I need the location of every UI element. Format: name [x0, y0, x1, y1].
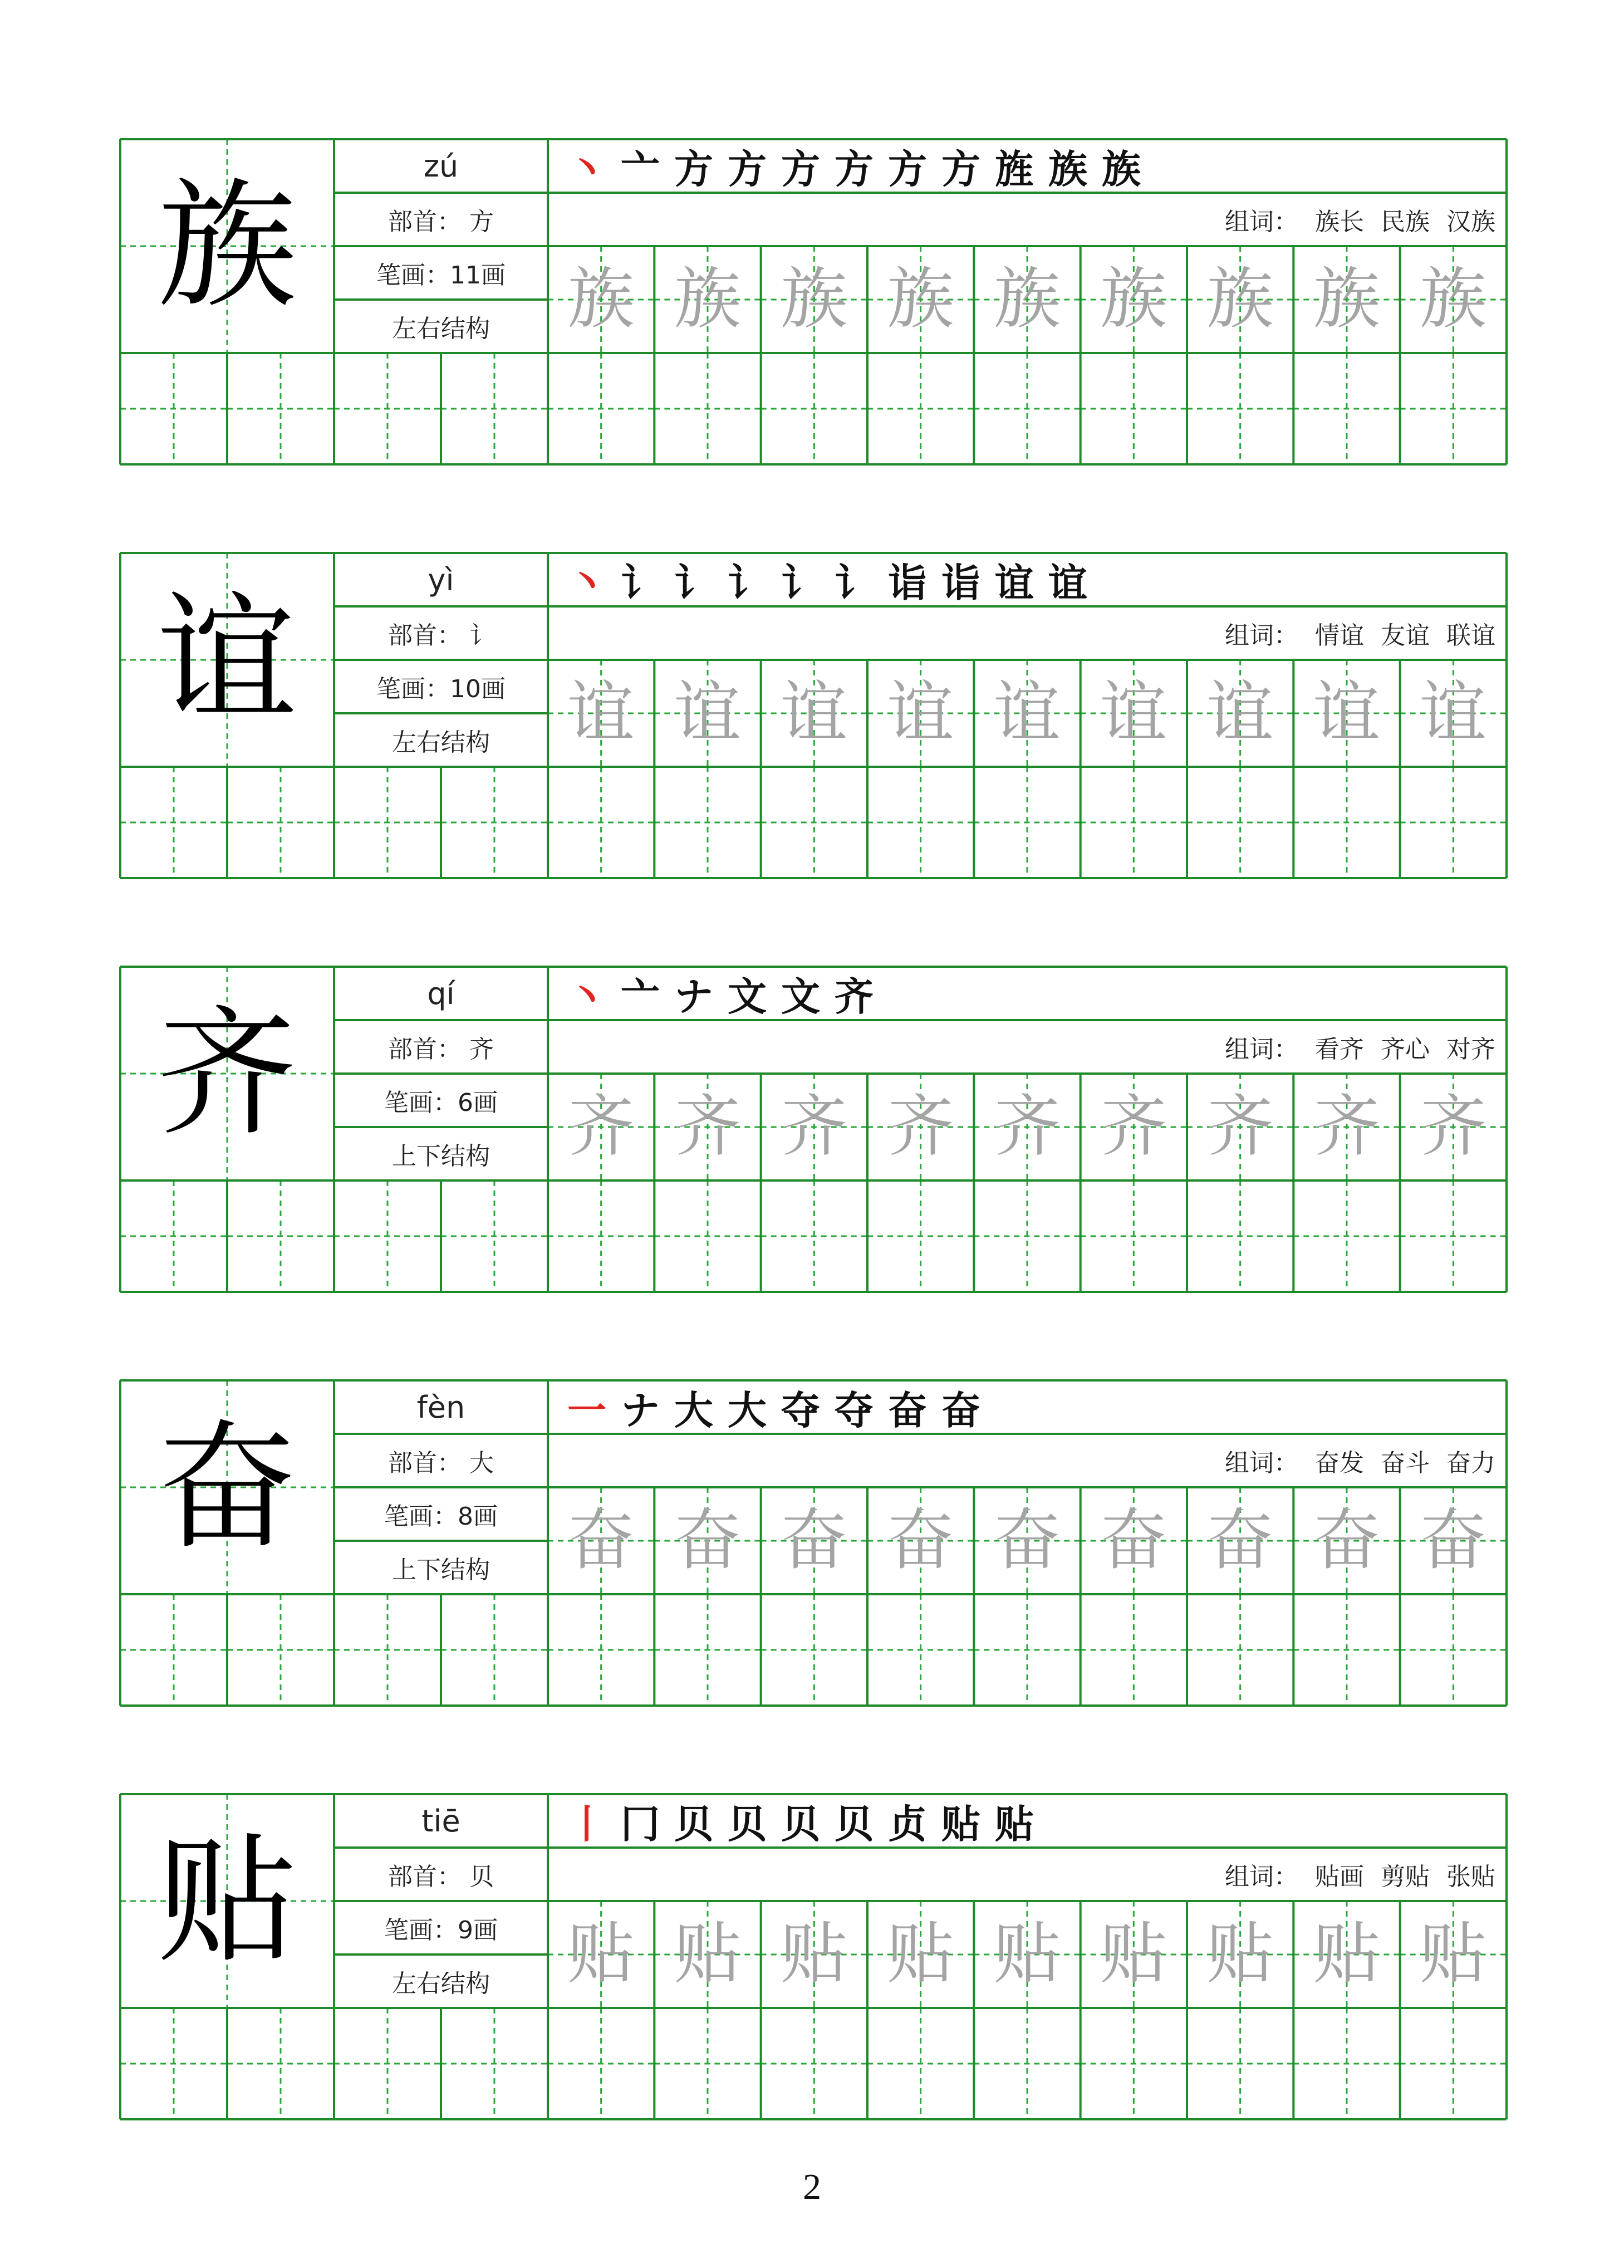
stroke-order — [560, 1794, 1041, 1848]
stroke-step: 大 — [728, 1387, 767, 1433]
trace-character: 谊 — [887, 674, 954, 752]
pinyin: zú — [423, 148, 459, 184]
stroke-step: 谊 — [995, 559, 1034, 606]
stroke-order — [560, 967, 881, 1020]
stroke-step: 族 — [1048, 145, 1087, 192]
stroke-step: 方 — [728, 145, 767, 192]
word: 张贴 — [1446, 1863, 1495, 1891]
trace-character: 贴 — [1206, 1916, 1274, 1993]
word: 齐心 — [1381, 1035, 1430, 1064]
stroke-step: 诣 — [941, 559, 980, 606]
stroke-step: 丶 — [567, 145, 606, 192]
word-list-label: 组词： — [1225, 1035, 1298, 1064]
word: 友谊 — [1381, 621, 1430, 650]
trace-character: 族 — [887, 261, 954, 338]
stroke-count: 笔画：10画 — [376, 675, 506, 703]
trace-character: 奋 — [1100, 1502, 1167, 1579]
trace-character: 族 — [1206, 261, 1274, 338]
character-block — [120, 553, 1507, 878]
word-list — [1225, 1434, 1495, 1487]
trace-character: 齐 — [887, 1088, 954, 1165]
trace-character: 族 — [1420, 261, 1487, 338]
trace-character: 谊 — [674, 674, 741, 752]
trace-character: 齐 — [567, 1088, 635, 1165]
pinyin: tiē — [421, 1803, 460, 1839]
stroke-step: 方 — [888, 145, 927, 192]
trace-character: 贴 — [781, 1916, 848, 1993]
word-list — [1225, 193, 1495, 246]
stroke-step: 讠 — [674, 559, 713, 606]
stroke-step: 方 — [781, 145, 820, 192]
stroke-count: 笔画：9画 — [384, 1916, 498, 1944]
trace-character: 齐 — [1100, 1088, 1167, 1165]
stroke-step: 亠 — [621, 973, 660, 1020]
pinyin: qí — [427, 976, 455, 1011]
stroke-order — [560, 553, 1095, 606]
stroke-step: 文 — [728, 973, 767, 1020]
stroke-step: 讠 — [621, 559, 660, 606]
stroke-step: 方 — [835, 145, 874, 192]
trace-character: 贴 — [1420, 1916, 1487, 1993]
stroke-step: 大 — [674, 1387, 713, 1433]
stroke-step: 奋 — [941, 1387, 980, 1433]
word: 汉族 — [1446, 208, 1495, 236]
trace-character: 齐 — [674, 1088, 741, 1165]
character-block — [120, 139, 1507, 464]
word: 对齐 — [1446, 1035, 1495, 1064]
trace-character: 齐 — [1313, 1088, 1380, 1165]
trace-character: 齐 — [1420, 1088, 1487, 1165]
stroke-step: 贝 — [835, 1800, 874, 1847]
main-character: 贴 — [158, 1820, 297, 1982]
trace-character: 奋 — [1206, 1502, 1274, 1579]
stroke-step: 族 — [1102, 145, 1141, 192]
word: 族长 — [1315, 208, 1364, 236]
stroke-step: 丶 — [567, 559, 606, 606]
radical: 部首： 方 — [388, 208, 494, 236]
word: 奋斗 — [1381, 1449, 1430, 1477]
word: 奋发 — [1315, 1449, 1364, 1477]
stroke-step: 贞 — [888, 1800, 927, 1847]
stroke-step: 贝 — [781, 1800, 820, 1847]
structure: 上下结构 — [392, 1142, 490, 1170]
trace-character: 族 — [1313, 261, 1380, 338]
trace-character: 齐 — [781, 1088, 848, 1165]
trace-character: 贴 — [887, 1916, 954, 1993]
trace-character: 谊 — [1206, 674, 1274, 752]
stroke-step: ナ — [674, 973, 713, 1020]
radical: 部首： 齐 — [388, 1035, 494, 1064]
word: 看齐 — [1315, 1035, 1364, 1064]
trace-character: 奋 — [887, 1502, 954, 1579]
word: 联谊 — [1446, 621, 1495, 650]
stroke-step: 贴 — [995, 1800, 1034, 1847]
stroke-step: 奋 — [888, 1387, 927, 1433]
trace-character: 奋 — [1313, 1502, 1380, 1579]
trace-character: 族 — [993, 261, 1061, 338]
character-block — [120, 1380, 1507, 1706]
trace-character: 奋 — [781, 1502, 848, 1579]
stroke-step: 贝 — [728, 1800, 767, 1847]
trace-character: 谊 — [1420, 674, 1487, 752]
stroke-count: 笔画：11画 — [376, 261, 506, 290]
structure: 上下结构 — [392, 1556, 490, 1584]
stroke-step: 方 — [674, 145, 713, 192]
structure: 左右结构 — [392, 728, 490, 757]
trace-character: 贴 — [1313, 1916, 1380, 1993]
main-character: 族 — [158, 165, 297, 327]
stroke-order — [560, 1380, 988, 1434]
stroke-order — [560, 139, 1148, 193]
word: 剪贴 — [1381, 1863, 1430, 1891]
stroke-step: 夺 — [835, 1387, 874, 1433]
trace-character: 齐 — [993, 1088, 1061, 1165]
word: 民族 — [1381, 208, 1430, 236]
trace-character: 谊 — [781, 674, 848, 752]
structure: 左右结构 — [392, 1970, 490, 1998]
pinyin: yì — [428, 562, 454, 597]
trace-character: 族 — [674, 261, 741, 338]
stroke-count: 笔画：8画 — [384, 1502, 498, 1531]
radical: 部首： 大 — [388, 1449, 494, 1477]
stroke-step: 讠 — [781, 559, 820, 606]
main-character: 奋 — [158, 1406, 297, 1568]
word-list — [1225, 1848, 1495, 1901]
character-block — [120, 967, 1507, 1292]
trace-character: 贴 — [674, 1916, 741, 1993]
word-list-label: 组词： — [1225, 1863, 1298, 1891]
trace-character: 奋 — [674, 1502, 741, 1579]
trace-character: 奋 — [993, 1502, 1061, 1579]
stroke-step: 方 — [941, 145, 980, 192]
stroke-step: 夺 — [781, 1387, 820, 1433]
stroke-step: 讠 — [728, 559, 767, 606]
trace-character: 奋 — [567, 1502, 635, 1579]
main-character: 齐 — [158, 992, 297, 1154]
trace-character: 贴 — [567, 1916, 635, 1993]
stroke-step: 亠 — [621, 145, 660, 192]
stroke-count: 笔画：6画 — [384, 1089, 498, 1117]
main-character: 谊 — [158, 579, 297, 741]
character-block — [120, 1794, 1507, 2119]
stroke-step: 讠 — [835, 559, 874, 606]
stroke-step: 丨 — [567, 1800, 606, 1847]
stroke-step: 文 — [781, 973, 820, 1020]
trace-character: 奋 — [1420, 1502, 1487, 1579]
radical: 部首： 讠 — [388, 621, 494, 650]
trace-character: 谊 — [993, 674, 1061, 752]
word: 贴画 — [1315, 1863, 1364, 1891]
radical: 部首： 贝 — [388, 1863, 494, 1891]
stroke-step: 一 — [567, 1387, 606, 1433]
trace-character: 族 — [1100, 261, 1167, 338]
page-number: 2 — [803, 2167, 821, 2207]
word-list — [1225, 1020, 1495, 1074]
stroke-step: 齐 — [835, 973, 874, 1020]
trace-character: 贴 — [1100, 1916, 1167, 1993]
stroke-step: 谊 — [1048, 559, 1087, 606]
trace-character: 谊 — [1100, 674, 1167, 752]
stroke-step: 诣 — [888, 559, 927, 606]
stroke-step: 贝 — [674, 1800, 713, 1847]
stroke-step: 贴 — [941, 1800, 980, 1847]
trace-character: 族 — [781, 261, 848, 338]
trace-character: 贴 — [993, 1916, 1061, 1993]
stroke-step: 冂 — [621, 1800, 660, 1847]
word-list-label: 组词： — [1225, 621, 1298, 650]
trace-character: 谊 — [567, 674, 635, 752]
stroke-step: 丶 — [567, 973, 606, 1020]
pinyin: fèn — [416, 1389, 465, 1425]
word-list-label: 组词： — [1225, 208, 1298, 236]
trace-character: 族 — [567, 261, 635, 338]
structure: 左右结构 — [392, 315, 490, 343]
word-list — [1225, 606, 1495, 660]
stroke-step: 旌 — [995, 145, 1034, 192]
word: 情谊 — [1315, 621, 1364, 650]
stroke-step: ナ — [621, 1387, 660, 1433]
word: 奋力 — [1446, 1449, 1495, 1477]
trace-character: 齐 — [1206, 1088, 1274, 1165]
word-list-label: 组词： — [1225, 1449, 1298, 1477]
trace-character: 谊 — [1313, 674, 1380, 752]
